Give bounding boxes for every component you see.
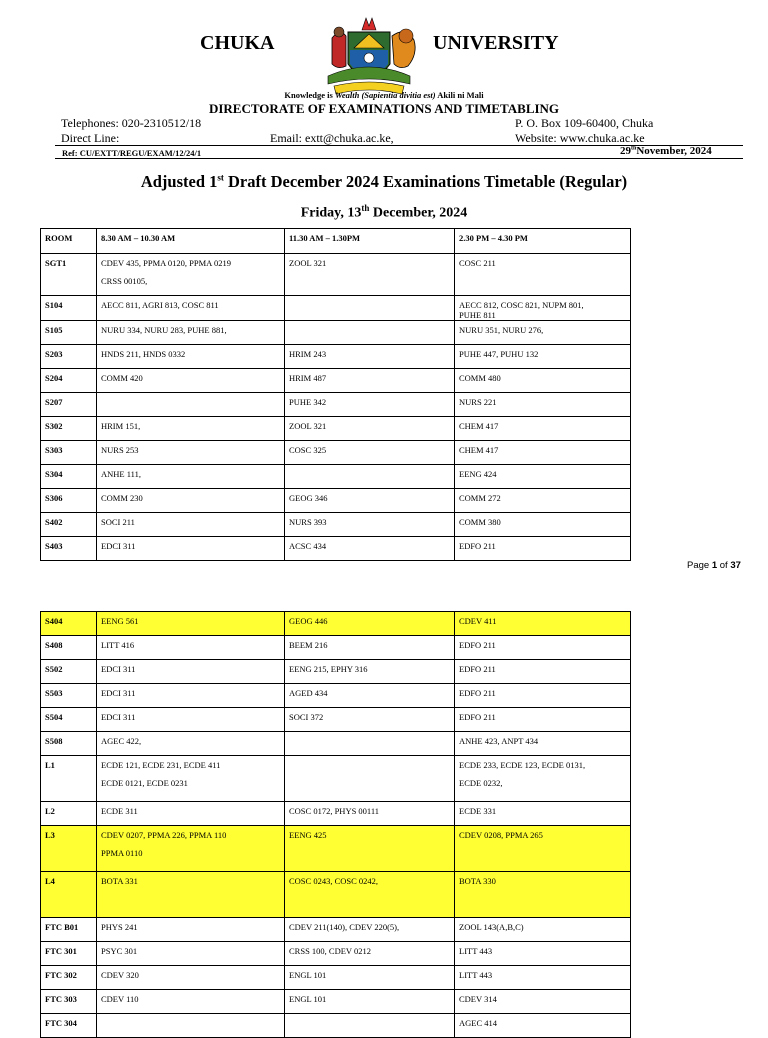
room-cell-text: S502 [45, 664, 63, 674]
table-row [41, 732, 631, 756]
session-2-cell [285, 942, 455, 966]
session-1-cell [97, 393, 285, 417]
session-1-cell-text: CDEV 435, PPMA 0120, PPMA 0219 [101, 258, 231, 268]
session-2-cell [285, 345, 455, 369]
session-3-cell-text-line-2: PUHE 811 [459, 310, 496, 321]
session-3-cell [455, 254, 631, 296]
table-row [41, 369, 631, 393]
session-3-cell [455, 441, 631, 465]
session-1-cell [97, 756, 285, 802]
session-3-cell-text: ECDE 331 [459, 806, 497, 816]
session-3-cell [455, 513, 631, 537]
session-1-cell-text: SOCI 211 [101, 517, 135, 528]
session-3-cell-text: LITT 443 [459, 970, 493, 980]
table-row [41, 942, 631, 966]
session-3-cell-text: NURU 351, NURU 276, [459, 325, 544, 336]
website: Website: www.chuka.ac.ke [515, 131, 645, 145]
room-cell-text: S408 [45, 640, 63, 650]
session-1-cell-text: EENG 561 [101, 616, 139, 626]
session-2-cell [285, 708, 455, 732]
timetable-page-2 [40, 611, 631, 1038]
session-3-cell [455, 684, 631, 708]
header-rule-bottom [55, 158, 743, 159]
session-2-cell [285, 684, 455, 708]
table-row [41, 966, 631, 990]
session-3-cell-text: PUHE 447, PUHU 132 [459, 349, 539, 360]
session-3-cell [455, 321, 631, 345]
table-row [41, 918, 631, 942]
university-crest-icon [310, 14, 428, 98]
session-3-cell [455, 966, 631, 990]
session-2-cell [285, 417, 455, 441]
room-cell-text: S404 [45, 616, 63, 626]
room-cell-text: S303 [45, 445, 63, 456]
table-row [41, 393, 631, 417]
session-2-cell [285, 296, 455, 321]
room-cell [41, 513, 97, 537]
session-3-cell [455, 1014, 631, 1038]
room-cell-text: S204 [45, 373, 63, 384]
session-2-cell [285, 369, 455, 393]
room-cell [41, 369, 97, 393]
session-2-cell-text: GEOG 446 [289, 616, 328, 626]
exam-day-prefix: Friday, 13 [300, 205, 362, 221]
room-cell-text: S302 [45, 421, 63, 432]
session-2-cell-text: HRIM 243 [289, 349, 327, 360]
session-3-cell-text: EDFO 211 [459, 640, 496, 650]
room-cell-text: S105 [45, 325, 63, 336]
room-cell [41, 441, 97, 465]
session-1-cell [97, 465, 285, 489]
room-cell [41, 872, 97, 918]
session-1-cell [97, 321, 285, 345]
session-3-cell-text: CHEM 417 [459, 445, 499, 456]
session-2-cell [285, 990, 455, 1014]
session-2-cell [285, 612, 455, 636]
session-2-cell [285, 756, 455, 802]
session-3-cell-text: COMM 480 [459, 373, 501, 384]
session-3-cell-text: CHEM 417 [459, 421, 499, 432]
page-total: 37 [730, 560, 741, 571]
table-row [41, 254, 631, 296]
po-box: P. O. Box 109-60400, Chuka [515, 116, 654, 130]
session-1-cell-text: CDEV 320 [101, 970, 139, 980]
session-2-cell [285, 489, 455, 513]
session-1-cell [97, 732, 285, 756]
room-cell [41, 660, 97, 684]
session-1-cell [97, 636, 285, 660]
session-3-cell [455, 826, 631, 872]
reference-date [620, 145, 712, 157]
session-1-cell-text: HRIM 151, [101, 421, 141, 432]
session-3-cell [455, 636, 631, 660]
session-2-cell [285, 802, 455, 826]
table-row [41, 660, 631, 684]
page-word: Page [687, 560, 710, 571]
session-1-cell-text: EDCI 311 [101, 712, 136, 722]
session-1-cell [97, 441, 285, 465]
session-3-cell [455, 732, 631, 756]
session-2-cell-text: ACSC 434 [289, 541, 327, 552]
table-row [41, 756, 631, 802]
table-row [41, 684, 631, 708]
session-2-cell-text: CDEV 211(140), CDEV 220(5), [289, 922, 400, 932]
room-cell [41, 966, 97, 990]
session-1-cell [97, 489, 285, 513]
session-3-cell [455, 465, 631, 489]
telephones: Telephones: 020-2310512/18 [61, 116, 202, 130]
table-row [41, 321, 631, 345]
session-3-cell [455, 918, 631, 942]
date-day: 29 [620, 145, 631, 157]
session-3-cell [455, 708, 631, 732]
title-rest: Draft December 2024 Examinations Timetable (Regular) [223, 172, 628, 191]
session-1-cell [97, 1014, 285, 1038]
session-2-cell [285, 1014, 455, 1038]
session-1-cell-text: BOTA 331 [101, 876, 138, 886]
room-cell-text: S402 [45, 517, 63, 528]
table-row [41, 802, 631, 826]
room-cell [41, 254, 97, 296]
session-3-cell-text: EDFO 211 [459, 541, 496, 552]
table-row [41, 441, 631, 465]
exam-day-rest: December, 2024 [369, 205, 468, 221]
session-3-cell [455, 990, 631, 1014]
table-row [41, 345, 631, 369]
session-3-cell-text: LITT 443 [459, 946, 493, 956]
room-cell-text: S104 [45, 300, 63, 310]
session-1-cell [97, 513, 285, 537]
session-2-cell-text: AGED 434 [289, 688, 328, 698]
session-2-cell-text: COSC 325 [289, 445, 327, 456]
header-session-3: 2.30 PM – 4.30 PM [455, 229, 631, 254]
room-cell [41, 489, 97, 513]
session-3-cell-text: BOTA 330 [459, 876, 496, 886]
university-motto [0, 90, 768, 100]
session-2-cell-text: ZOOL 321 [289, 421, 327, 432]
table-row [41, 636, 631, 660]
table-row [41, 513, 631, 537]
session-2-cell [285, 321, 455, 345]
room-cell-text: S503 [45, 688, 63, 698]
session-3-cell [455, 489, 631, 513]
room-cell [41, 393, 97, 417]
room-cell-text: S306 [45, 493, 63, 504]
session-3-cell-text: AGEC 414 [459, 1018, 498, 1028]
title-sup: st [217, 172, 224, 183]
session-2-cell [285, 465, 455, 489]
session-1-cell [97, 708, 285, 732]
room-cell-text: L3 [45, 830, 55, 840]
session-1-cell [97, 942, 285, 966]
room-cell [41, 918, 97, 942]
session-2-cell [285, 513, 455, 537]
header-room: ROOM [41, 229, 97, 254]
session-3-cell-text: EDFO 211 [459, 664, 496, 674]
table-row [41, 296, 631, 321]
session-1-cell-text-line-2: ECDE 0121, ECDE 0231 [101, 778, 188, 789]
room-cell [41, 417, 97, 441]
page-indicator [687, 560, 741, 571]
motto-part-c: Akili ni Mali [435, 90, 484, 100]
session-2-cell [285, 732, 455, 756]
session-3-cell [455, 942, 631, 966]
table-row [41, 1014, 631, 1038]
room-cell-text: L2 [45, 806, 55, 816]
table-row [41, 708, 631, 732]
session-2-cell [285, 660, 455, 684]
session-2-cell-text: BEEM 216 [289, 640, 328, 650]
session-3-cell-text: CDEV 411 [459, 616, 497, 626]
table-row [41, 990, 631, 1014]
room-cell-text: SGT1 [45, 258, 67, 268]
room-cell-text: S504 [45, 712, 63, 722]
room-cell [41, 321, 97, 345]
session-3-cell [455, 872, 631, 918]
session-2-cell-text: COSC 0172, PHYS 00111 [289, 806, 380, 816]
session-2-cell [285, 966, 455, 990]
session-2-cell [285, 537, 455, 561]
room-cell [41, 465, 97, 489]
room-cell [41, 1014, 97, 1038]
session-3-cell [455, 802, 631, 826]
date-suffix: th [631, 145, 637, 152]
session-2-cell [285, 393, 455, 417]
session-2-cell-text: ENGL 101 [289, 994, 327, 1004]
session-1-cell-text: EDCI 311 [101, 664, 136, 674]
room-cell-text: S403 [45, 541, 63, 552]
table-row [41, 417, 631, 441]
room-cell-text: FTC 303 [45, 994, 77, 1004]
session-1-cell-text: ANHE 111, [101, 469, 141, 480]
room-cell-text: FTC 301 [45, 946, 77, 956]
session-2-cell-text: ENGL 101 [289, 970, 327, 980]
session-2-cell-text: SOCI 372 [289, 712, 324, 722]
session-2-cell [285, 826, 455, 872]
session-1-cell-text: COMM 230 [101, 493, 143, 504]
session-1-cell-text: PSYC 301 [101, 946, 138, 956]
room-cell [41, 708, 97, 732]
table-row [41, 537, 631, 561]
session-3-cell-text: CDEV 314 [459, 994, 497, 1004]
table-row [41, 612, 631, 636]
room-cell [41, 990, 97, 1014]
room-cell [41, 296, 97, 321]
session-2-cell [285, 918, 455, 942]
session-1-cell-text: PHYS 241 [101, 922, 138, 932]
session-1-cell [97, 684, 285, 708]
session-2-cell-text: PUHE 342 [289, 397, 327, 408]
session-2-cell [285, 636, 455, 660]
session-1-cell-text: ECDE 121, ECDE 231, ECDE 411 [101, 760, 221, 770]
session-1-cell [97, 369, 285, 393]
session-3-cell-text: NURS 221 [459, 397, 497, 408]
session-1-cell [97, 990, 285, 1014]
session-2-cell-text: EENG 425 [289, 830, 327, 840]
direct-line: Direct Line: [61, 131, 120, 145]
session-1-cell-text-line-2: CRSS 00105, [101, 276, 148, 287]
session-2-cell-text: CRSS 100, CDEV 0212 [289, 946, 372, 956]
session-3-cell [455, 393, 631, 417]
header-session-2: 11.30 AM – 1.30PM [285, 229, 455, 254]
session-1-cell-text: ECDE 311 [101, 806, 138, 816]
session-2-cell-text: NURS 393 [289, 517, 327, 528]
session-2-cell-text: ZOOL 321 [289, 258, 327, 268]
room-cell [41, 732, 97, 756]
session-1-cell-text: HNDS 211, HNDS 0332 [101, 349, 186, 360]
session-1-cell [97, 417, 285, 441]
session-1-cell-text: EDCI 311 [101, 541, 136, 552]
session-2-cell [285, 872, 455, 918]
room-cell-text: S508 [45, 736, 63, 746]
session-1-cell-text: CDEV 110 [101, 994, 139, 1004]
session-3-cell [455, 612, 631, 636]
session-1-cell [97, 660, 285, 684]
table-row [41, 465, 631, 489]
session-3-cell [455, 296, 631, 321]
session-3-cell-text: CDEV 0208, PPMA 265 [459, 830, 543, 840]
session-1-cell [97, 872, 285, 918]
session-1-cell [97, 537, 285, 561]
session-1-cell [97, 966, 285, 990]
session-1-cell [97, 826, 285, 872]
session-1-cell-text: AGEC 422, [101, 736, 142, 746]
session-3-cell-text: AECC 812, COSC 821, NUPM 801, [459, 300, 584, 310]
room-cell [41, 345, 97, 369]
session-1-cell-text: NURS 253 [101, 445, 139, 456]
session-3-cell-text: EDFO 211 [459, 688, 496, 698]
session-3-cell-text: COSC 211 [459, 258, 496, 268]
table-row [41, 489, 631, 513]
room-cell [41, 684, 97, 708]
exam-day-sup: th [361, 203, 370, 213]
session-2-cell-text: COSC 0243, COSC 0242, [289, 876, 379, 886]
session-1-cell-text: LITT 416 [101, 640, 135, 650]
session-3-cell [455, 417, 631, 441]
session-3-cell [455, 345, 631, 369]
room-cell-text: L4 [45, 876, 55, 886]
session-1-cell-text-line-2: PPMA 0110 [101, 848, 143, 859]
header-session-1: 8.30 AM – 10.30 AM [97, 229, 285, 254]
room-cell-text: FTC B01 [45, 922, 79, 932]
room-cell-text: S207 [45, 397, 63, 408]
email: Email: extt@chuka.ac.ke, [270, 131, 394, 145]
room-cell-text: S203 [45, 349, 63, 360]
directorate-title: DIRECTORATE OF EXAMINATIONS AND TIMETABLING [208, 101, 560, 116]
room-cell [41, 826, 97, 872]
university-name-right: UNIVERSITY [433, 32, 559, 54]
motto-part-a: Knowledge is [284, 90, 335, 100]
session-2-cell-text: HRIM 487 [289, 373, 327, 384]
session-3-cell-text: COMM 272 [459, 493, 501, 504]
timetable-page-1 [40, 228, 631, 561]
session-2-cell [285, 441, 455, 465]
reference-number: Ref: CU/EXTT/REGU/EXAM/12/24/1 [62, 148, 202, 158]
session-3-cell [455, 660, 631, 684]
session-1-cell [97, 918, 285, 942]
room-cell [41, 802, 97, 826]
room-cell-text: S304 [45, 469, 63, 480]
table-row [41, 872, 631, 918]
room-cell [41, 636, 97, 660]
exam-day [0, 203, 768, 222]
document-title [0, 172, 768, 192]
session-1-cell [97, 345, 285, 369]
session-3-cell-text: COMM 380 [459, 517, 501, 528]
room-cell [41, 612, 97, 636]
session-3-cell-text: ANHE 423, ANPT 434 [459, 736, 539, 746]
session-3-cell-text: EENG 424 [459, 469, 497, 480]
room-cell-text: FTC 304 [45, 1018, 77, 1028]
session-3-cell [455, 369, 631, 393]
session-1-cell-text: CDEV 0207, PPMA 226, PPMA 110 [101, 830, 227, 840]
room-cell [41, 756, 97, 802]
session-3-cell-text: EDFO 211 [459, 712, 496, 722]
room-cell-text: FTC 302 [45, 970, 77, 980]
title-prefix: Adjusted 1 [140, 172, 218, 191]
session-1-cell-text: COMM 420 [101, 373, 143, 384]
page-current: 1 [711, 560, 718, 571]
session-1-cell [97, 802, 285, 826]
room-cell-text: L1 [45, 760, 55, 770]
session-1-cell-text: NURU 334, NURU 283, PUHE 881, [101, 325, 227, 336]
session-3-cell-text-line-2: ECDE 0232, [459, 778, 503, 789]
session-1-cell-text: EDCI 311 [101, 688, 136, 698]
session-2-cell-text: GEOG 346 [289, 493, 328, 504]
session-2-cell [285, 254, 455, 296]
room-cell [41, 942, 97, 966]
session-1-cell [97, 296, 285, 321]
session-1-cell [97, 612, 285, 636]
session-3-cell-text: ECDE 233, ECDE 123, ECDE 0131, [459, 760, 586, 770]
session-1-cell-text: AECC 811, AGRI 813, COSC 811 [101, 300, 219, 310]
motto-part-b: Wealth (Sapientia divitia est) [334, 90, 436, 100]
room-cell [41, 537, 97, 561]
date-rest: November, 2024 [636, 145, 712, 157]
session-3-cell [455, 537, 631, 561]
table-row [41, 826, 631, 872]
university-name-left: CHUKA [200, 32, 275, 54]
session-2-cell-text: EENG 215, EPHY 316 [289, 664, 368, 674]
table-header-row [41, 229, 631, 254]
page-of: of [719, 560, 728, 571]
session-1-cell [97, 254, 285, 296]
session-3-cell-text: ZOOL 143(A,B,C) [459, 922, 524, 932]
session-3-cell [455, 756, 631, 802]
